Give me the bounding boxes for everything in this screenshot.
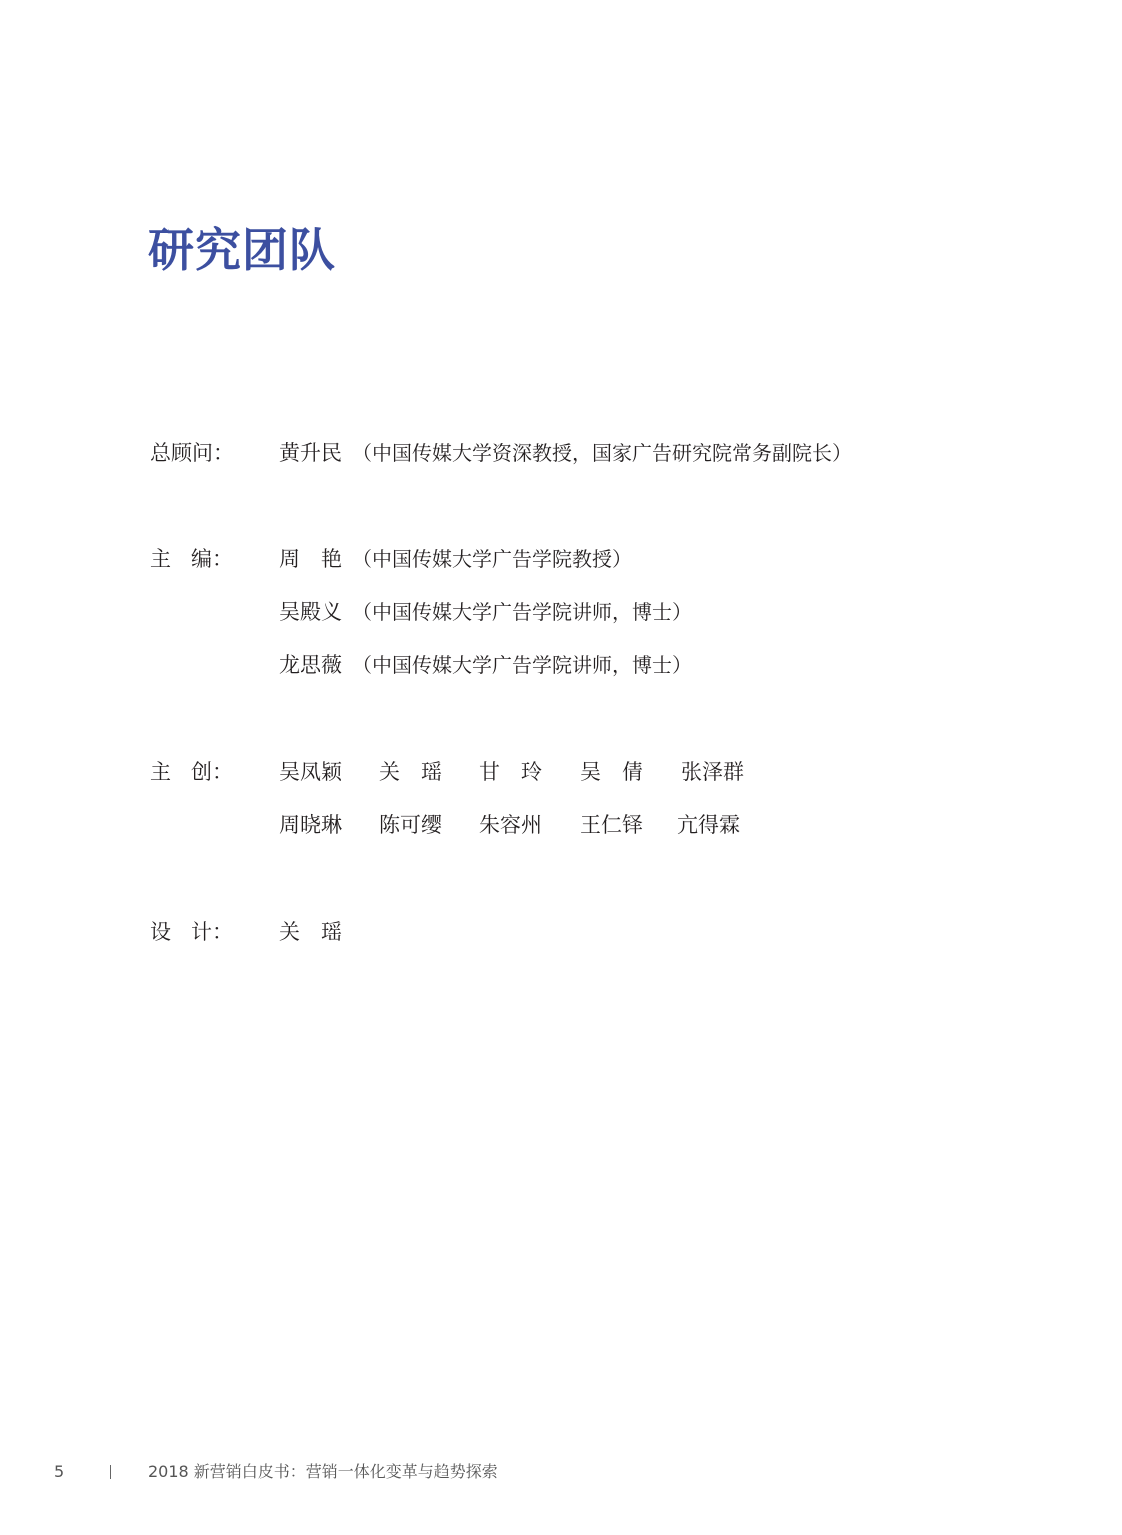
editor-entry (279, 595, 692, 629)
editor-name: 吴殿义 (279, 600, 342, 624)
creator-name: 陈可缨 (379, 813, 442, 837)
design-label-part1: 设 (150, 920, 171, 944)
editor-name: 龙思薇 (279, 653, 342, 677)
creator-name: 亢得霖 (677, 813, 740, 837)
creator-name: 张泽群 (681, 760, 744, 784)
creator-name: 关 瑶 (379, 760, 442, 784)
editor-note: （中国传媒大学广告学院讲师，博士） (352, 600, 692, 624)
editor-name: 周 艳 (279, 547, 342, 571)
editors-label-part1: 主 (150, 547, 171, 571)
creator-name: 甘 玲 (479, 760, 542, 784)
creator-name: 朱容州 (479, 813, 542, 837)
page-number: 5 (54, 1462, 65, 1481)
editors-label (150, 542, 260, 576)
editor-entry (279, 648, 692, 682)
advisor-entry (279, 436, 852, 470)
editor-note: （中国传媒大学广告学院教授） (352, 547, 632, 571)
editor-entry (279, 542, 632, 576)
advisor-label: 总顾问： (150, 441, 234, 465)
design-label-part2: 计： (191, 920, 233, 944)
design-label (150, 915, 260, 949)
advisor-note: （中国传媒大学资深教授，国家广告研究院常务副院长） (352, 441, 852, 465)
creator-name: 吴凤颖 (279, 760, 342, 784)
designer-name: 关 瑶 (279, 920, 342, 944)
footer-document-title: 2018 新营销白皮书：营销一体化变革与趋势探索 (148, 1462, 498, 1481)
creators-label (150, 755, 260, 789)
editors-label-part2: 编： (191, 547, 233, 571)
editor-note: （中国传媒大学广告学院讲师，博士） (352, 653, 692, 677)
creator-name: 周晓琳 (279, 813, 342, 837)
footer-divider (110, 1465, 111, 1479)
page-title: 研究团队 (148, 223, 336, 277)
advisor-name: 黄升民 (279, 441, 342, 465)
creator-name: 吴 倩 (580, 760, 643, 784)
creators-label-part2: 创： (191, 760, 233, 784)
creators-label-part1: 主 (150, 760, 171, 784)
creator-name: 王仁铎 (580, 813, 643, 837)
